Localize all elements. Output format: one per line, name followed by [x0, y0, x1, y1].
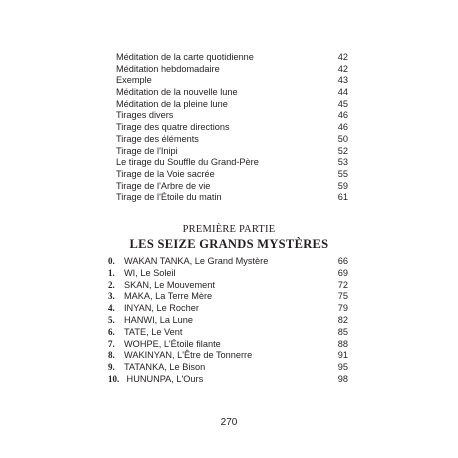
toc-entry-title: WI, Le Soleil: [124, 267, 176, 278]
toc-entry: [116, 169, 348, 181]
toc-entry-page: 66: [337, 256, 348, 266]
toc-entry: [116, 134, 348, 146]
toc-entry-page: 45: [337, 98, 348, 109]
toc-entry-title: HANWI, La Lune: [124, 314, 193, 325]
toc-entry-page: 75: [337, 291, 348, 302]
toc-entry-title: Tirage de l'Étoile du matin: [116, 192, 222, 203]
toc-entry: [116, 75, 348, 87]
toc-entry-title: WAKAN TANKA, Le Grand Mystère: [124, 256, 269, 266]
toc-entry-page: 85: [337, 326, 348, 337]
toc-entry-page: 42: [337, 63, 348, 74]
toc-entry-title: WOHPE, L'Étoile filante: [124, 338, 221, 349]
toc-entry-title: TATE, Le Vent: [124, 326, 183, 337]
toc-entry-page: 98: [337, 373, 348, 384]
toc-entry-page: 82: [337, 314, 348, 325]
part-title: LES SEIZE GRANDS MYSTÈRES: [129, 237, 329, 251]
toc-entry-number: 0.: [108, 256, 115, 266]
toc-entry-page: 69: [337, 267, 348, 278]
toc-entry: [116, 64, 348, 76]
toc-entry: [108, 268, 348, 280]
toc-entry-page: 88: [337, 338, 348, 349]
toc-entry: [108, 303, 348, 315]
toc-entry-page: 55: [337, 168, 348, 179]
toc-entry: [108, 339, 348, 351]
toc-entry-title: Tirage des éléments: [116, 133, 199, 144]
toc-entry: [108, 291, 348, 303]
toc-entry-title: Le tirage du Souffle du Grand-Père: [116, 157, 259, 168]
toc-entry-page: 44: [337, 87, 348, 98]
part-label: PREMIÈRE PARTIE: [182, 224, 276, 235]
toc-entry-page: 53: [337, 157, 348, 168]
toc-entry-number: 9.: [108, 362, 115, 373]
toc-entry: [116, 99, 348, 111]
toc-entry-page: 59: [337, 180, 348, 191]
toc-entry-title: MAKA, La Terre Mère: [124, 291, 213, 302]
toc-entry: [116, 157, 348, 169]
toc-entry-number: 2.: [108, 279, 115, 290]
toc-entry-page: 43: [337, 75, 348, 86]
toc-entry: [116, 181, 348, 193]
toc-entry: [116, 110, 348, 122]
toc-entry-page: 50: [337, 133, 348, 144]
toc-entry: [116, 122, 348, 134]
toc-entry: [108, 327, 348, 339]
toc-entry-title: Méditation de la carte quotidienne: [116, 52, 254, 62]
toc-entry-title: Méditation de la pleine lune: [116, 98, 228, 109]
toc-entry: [108, 374, 348, 386]
toc-entry: [108, 362, 348, 374]
toc-entry: [108, 315, 348, 327]
toc-entry: [116, 146, 348, 158]
toc-entry-title: INYAN, Le Rocher: [124, 303, 199, 314]
toc-entry: [116, 192, 348, 204]
toc-entry-page: 52: [337, 145, 348, 156]
toc-entry-page: 46: [337, 110, 348, 121]
toc-entry-title: Exemple: [116, 75, 152, 86]
toc-entry-number: 10.: [108, 373, 120, 384]
toc-entry-page: 72: [337, 279, 348, 290]
toc-entry-number: 6.: [108, 326, 115, 337]
toc-entry-title: Méditation de la nouvelle lune: [116, 87, 238, 98]
toc-entry-number: 3.: [108, 291, 115, 302]
toc-entry-title: TATANKA, Le Bison: [124, 362, 206, 373]
toc-entry-title: Tirage des quatre directions: [116, 122, 230, 133]
toc-entry-page: 91: [337, 350, 348, 361]
toc-entry-page: 79: [337, 303, 348, 314]
toc-entry-page: 61: [337, 192, 348, 203]
toc-entry: [108, 350, 348, 362]
toc-entry-title: Tirages divers: [116, 110, 174, 121]
toc-entry-number: 7.: [108, 338, 115, 349]
toc-entry-page: 42: [337, 52, 348, 62]
toc-entry-number: 1.: [108, 267, 115, 278]
toc-entry-title: Méditation hebdomadaire: [116, 63, 220, 74]
toc-entry-page: 95: [337, 362, 348, 373]
toc-entry-title: Tirage de la Voie sacrée: [116, 168, 215, 179]
toc-entry: [116, 87, 348, 99]
toc-entry: [116, 52, 348, 64]
toc-entry-number: 4.: [108, 303, 115, 314]
toc-entry-title: WAKINYAN, L'Être de Tonnerre: [124, 350, 253, 361]
toc-entry-page: 46: [337, 122, 348, 133]
toc-section-mysteries: [108, 256, 348, 386]
toc-entry: [108, 256, 348, 268]
toc-entry-title: SKAN, Le Mouvement: [124, 279, 215, 290]
toc-entry-title: Tirage de l'Arbre de vie: [116, 180, 211, 191]
toc-entry: [108, 280, 348, 292]
toc-entry-number: 8.: [108, 350, 115, 361]
toc-entry-title: Tirage de l'Inipi: [116, 145, 178, 156]
toc-entry-number: 5.: [108, 314, 115, 325]
page-number: 270: [220, 417, 238, 428]
toc-section-methods: [116, 52, 348, 204]
toc-entry-title: HUNUNPA, L'Ours: [124, 373, 204, 384]
